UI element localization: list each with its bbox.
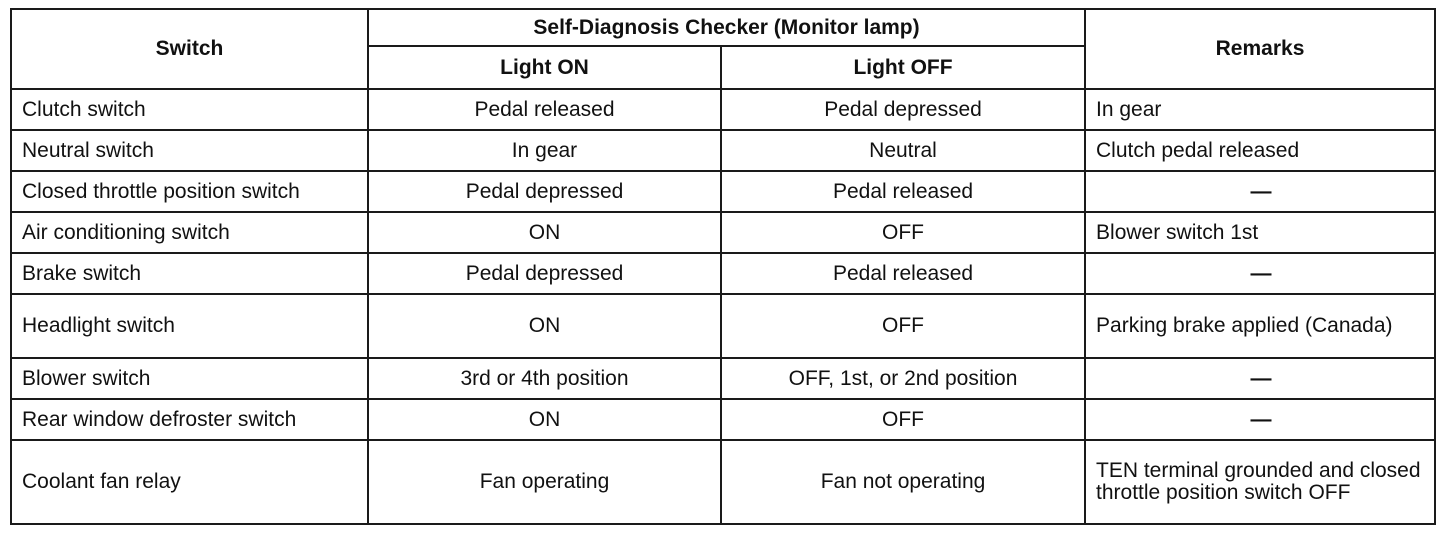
cell-remarks xyxy=(1085,253,1435,294)
table-row xyxy=(11,253,1435,294)
cell-switch: Headlight switch xyxy=(11,294,368,358)
header-row-1 xyxy=(11,9,1435,46)
cell-light-off: Neutral xyxy=(721,130,1085,171)
cell-remarks: Blower switch 1st xyxy=(1085,212,1435,253)
cell-switch: Neutral switch xyxy=(11,130,368,171)
switch-diagnosis-table xyxy=(10,8,1436,525)
cell-switch: Blower switch xyxy=(11,358,368,399)
cell-light-on: 3rd or 4th position xyxy=(368,358,721,399)
cell-switch: Air conditioning switch xyxy=(11,212,368,253)
table-row xyxy=(11,171,1435,212)
cell-light-off: OFF, 1st, or 2nd position xyxy=(721,358,1085,399)
cell-light-on: ON xyxy=(368,294,721,358)
cell-switch: Coolant fan relay xyxy=(11,440,368,524)
cell-light-on: Fan operating xyxy=(368,440,721,524)
cell-light-off: Pedal released xyxy=(721,253,1085,294)
dash-mark: — xyxy=(1250,366,1272,390)
cell-light-off: Pedal depressed xyxy=(721,89,1085,130)
dash-mark: — xyxy=(1250,261,1272,285)
cell-remarks: Clutch pedal released xyxy=(1085,130,1435,171)
cell-light-on: ON xyxy=(368,212,721,253)
cell-light-off: Pedal released xyxy=(721,171,1085,212)
cell-remarks: In gear xyxy=(1085,89,1435,130)
cell-light-on: ON xyxy=(368,399,721,440)
header-checker: Self-Diagnosis Checker (Monitor lamp) xyxy=(368,9,1085,46)
cell-light-on: Pedal released xyxy=(368,89,721,130)
cell-light-off: OFF xyxy=(721,212,1085,253)
cell-light-on: Pedal depressed xyxy=(368,253,721,294)
table-row xyxy=(11,294,1435,358)
header-light-on: Light ON xyxy=(368,46,721,89)
cell-light-on: In gear xyxy=(368,130,721,171)
table-row xyxy=(11,89,1435,130)
table-body xyxy=(11,89,1435,524)
header-light-off: Light OFF xyxy=(721,46,1085,89)
cell-light-off: Fan not operating xyxy=(721,440,1085,524)
cell-remarks xyxy=(1085,358,1435,399)
cell-switch: Brake switch xyxy=(11,253,368,294)
cell-switch: Rear window defroster switch xyxy=(11,399,368,440)
cell-light-on: Pedal depressed xyxy=(368,171,721,212)
cell-light-off: OFF xyxy=(721,294,1085,358)
header-remarks: Remarks xyxy=(1085,9,1435,89)
table-header xyxy=(11,9,1435,89)
cell-remarks: TEN terminal grounded and closed throttle position switch OFF xyxy=(1085,440,1435,524)
dash-mark: — xyxy=(1250,407,1272,431)
diagnosis-table-container xyxy=(10,8,1434,525)
cell-remarks: Parking brake applied (Canada) xyxy=(1085,294,1435,358)
table-row xyxy=(11,358,1435,399)
dash-mark: — xyxy=(1250,179,1272,203)
cell-remarks xyxy=(1085,399,1435,440)
cell-light-off: OFF xyxy=(721,399,1085,440)
table-row xyxy=(11,399,1435,440)
cell-switch: Closed throttle position switch xyxy=(11,171,368,212)
table-row xyxy=(11,130,1435,171)
cell-remarks xyxy=(1085,171,1435,212)
header-switch: Switch xyxy=(11,9,368,89)
table-row xyxy=(11,212,1435,253)
table-row xyxy=(11,440,1435,524)
cell-switch: Clutch switch xyxy=(11,89,368,130)
